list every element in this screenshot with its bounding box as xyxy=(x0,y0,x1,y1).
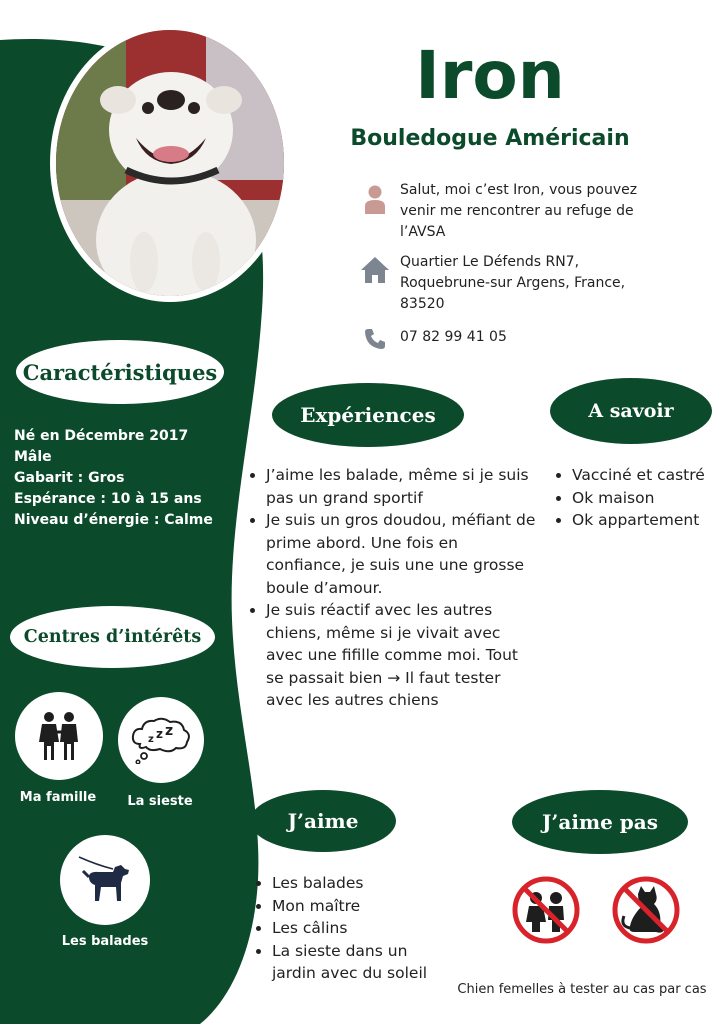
jaime-item: • Les câlins xyxy=(272,917,442,940)
svg-text:z: z xyxy=(156,727,163,741)
no-cat-sign xyxy=(612,876,680,944)
house-icon xyxy=(360,256,390,284)
caracteristique-birth: Né en Décembre 2017 xyxy=(14,428,189,444)
caracteristiques-list xyxy=(14,426,234,531)
experience-item: • Je suis réactif avec les autres chiens, même si je vivait avec avec une fifille comme moi. Tout se passait bien → Il faut tester avec les autres chiens xyxy=(266,599,536,712)
dog-walk-icon xyxy=(77,855,133,905)
contact-intro-text: Salut, moi c’est Iron, vous pouvez venir me rencontrer au refuge de l’AVSA xyxy=(400,182,638,240)
interets-title: Centres d’intérêts xyxy=(10,606,215,668)
jaime-pas-title: J’aime pas xyxy=(512,790,688,854)
jaime-item: • Les balades xyxy=(272,872,442,895)
caracteristique-size: Gabarit : Gros xyxy=(14,470,125,486)
sleep-icon xyxy=(130,716,192,764)
interet-sleep-label: La sieste xyxy=(127,794,193,809)
jaime-item: • Mon maître xyxy=(272,895,442,918)
dog-breed: Bouledogue Américain xyxy=(350,126,630,151)
interet-family-label: Ma famille xyxy=(19,790,97,805)
phone-icon xyxy=(364,328,386,350)
no-children-icon xyxy=(512,876,580,944)
contact-address xyxy=(360,252,640,315)
a-savoir-list xyxy=(552,464,720,532)
experience-item: • J’aime les balade, même si je suis pas un grand sportif xyxy=(266,464,536,509)
caracteristique-energy: Niveau d’énergie : Calme xyxy=(14,512,213,528)
dog-name: Iron xyxy=(415,37,565,114)
no-cat-icon xyxy=(612,876,680,944)
a-savoir-item: • Ok appartement xyxy=(572,509,720,532)
experience-item: • Je suis un gros doudou, méfiant de prime abord. Une fois en confiance, je suis une une grosse boule d’amour. xyxy=(266,509,536,599)
svg-text:z: z xyxy=(165,723,174,739)
contact-address-text: Quartier Le Défends RN7, Roquebrune-sur Argens, France, 83520 xyxy=(400,254,626,312)
caracteristique-lifespan: Espérance : 10 à 15 ans xyxy=(14,491,202,507)
jaime-pas-note: Chien femelles à tester au cas par cas xyxy=(457,982,707,997)
svg-text:z: z xyxy=(148,734,154,745)
interet-walk-label: Les balades xyxy=(61,934,149,949)
jaime-item: • La sieste dans un jardin avec du soleil xyxy=(272,940,442,985)
interet-sleep xyxy=(118,697,204,783)
a-savoir-item: • Ok maison xyxy=(572,487,720,510)
dog-picture-icon xyxy=(56,30,284,296)
interet-family xyxy=(15,692,103,780)
jaime-title: J’aime xyxy=(250,790,396,852)
contact-phone[interactable] xyxy=(360,327,640,350)
interet-walk xyxy=(60,835,150,925)
a-savoir-section xyxy=(552,464,720,532)
a-savoir-title: A savoir xyxy=(550,378,712,444)
jaime-section xyxy=(252,872,442,985)
experiences-section xyxy=(246,464,536,712)
jaime-list xyxy=(252,872,442,985)
a-savoir-item: • Vacciné et castré xyxy=(572,464,720,487)
caracteristiques-title: Caractéristiques xyxy=(16,340,224,404)
dog-photo-frame xyxy=(56,30,284,296)
contact-intro xyxy=(360,180,640,243)
no-children-sign xyxy=(512,876,580,944)
caracteristique-sex: Mâle xyxy=(14,449,52,465)
experiences-title: Expériences xyxy=(272,383,464,447)
person-icon xyxy=(364,184,386,214)
experiences-list xyxy=(246,464,536,712)
family-icon xyxy=(35,710,83,762)
contact-phone-text[interactable]: 07 82 99 41 05 xyxy=(400,329,507,345)
